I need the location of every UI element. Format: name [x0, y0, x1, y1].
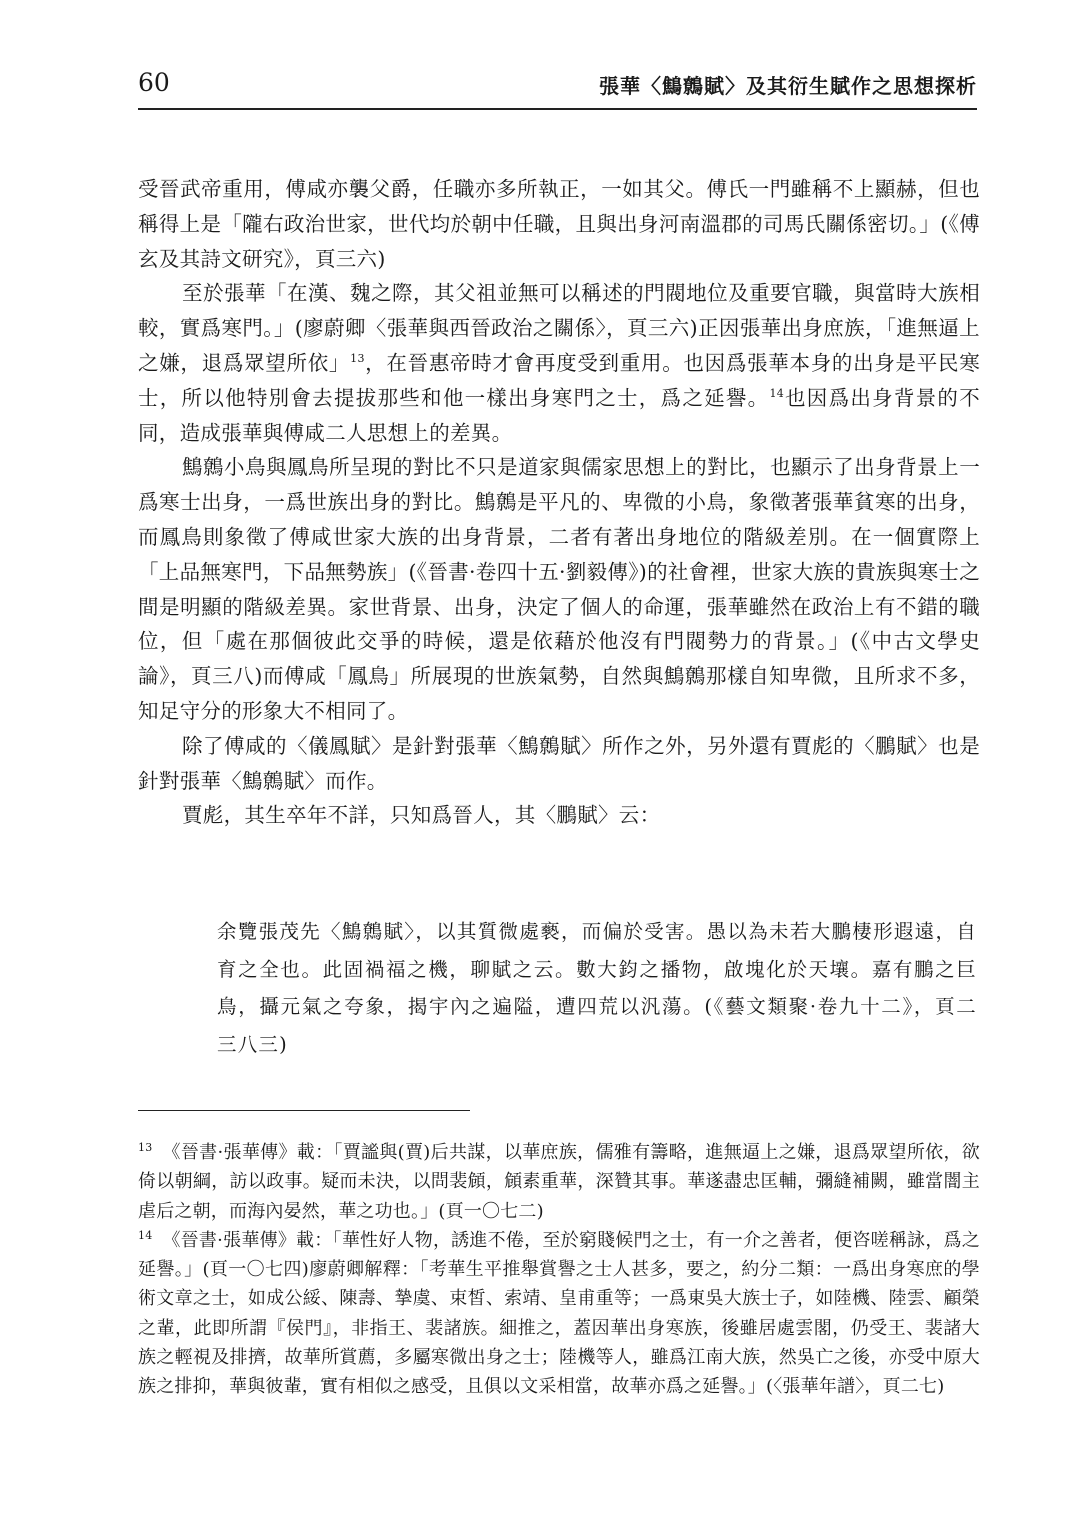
- footnote-ref-14[interactable]: 14: [769, 386, 785, 400]
- page-header: [138, 62, 977, 106]
- footnote-rule: [138, 1110, 470, 1111]
- paragraph-1: 受晉武帝重用，傅咸亦襲父爵，任職亦多所執正，一如其父。傅氏一門雖稱不上顯赫，但也稱得上是「隴右政治世家，世代均於朝中任職，且與出身河南溫郡的司馬氏關係密切。」(《傅玄及其詩文研究》，頁三六): [138, 177, 980, 271]
- paragraph-2: 至於張華「在漢、魏之際，其父祖並無可以稱述的門閥地位及重要官職，與當時大族相較，實爲寒門。」(廖蔚卿〈張華與西晉政治之關係〉，頁三六)正因張華出身庶族，「進無逼上之嫌，退爲眾望所依」$^{13}$，在晉惠帝時才會再度受到重用。也因爲張華本身的出身是平民寒士，所以他特別會去提拔那些和他一樣出身寒門之士，爲之延譽。$^{14}$也因爲出身背景的不同，造成張華與傅咸二人思想上的差異。: [138, 281, 981, 445]
- page-number: 60: [138, 68, 170, 97]
- footnote-number: 13: [138, 1141, 153, 1154]
- running-title: 張華〈鷦鷯賦〉及其衍生賦作之思想探析: [599, 74, 977, 98]
- block-quote: 余覽張茂先〈鷦鷯賦〉，以其質微處褻，而偏於受害。愚以為未若大鵬棲形遐遠，自育之全也。此固禍福之機，聊賦之云。數大鈞之播物，啟塊化於天壤。嘉有鵬之巨鳥，攝元氣之夸象，揭宇內之遍隘，遭四荒以汎蕩。(《藝文類聚·卷九十二》，頁二三八三): [217, 920, 977, 1056]
- footnote-13: $^{13}$ 《晉書·張華傳》載：「賈謐與(賈)后共謀，以華庶族，儒雅有籌略，進無逼上之嫌，退爲眾望所依，欲倚以朝綱，訪以政事。疑而未決，以問裴頠，頠素重華，深贊其事。華遂盡忠匡輔，彌縫補闕，雖當闇主虐后之朝，而海內晏然，華之功也。」(頁一〇七二): [138, 1141, 980, 1222]
- paragraph-4: 除了傅咸的〈儀鳳賦〉是針對張華〈鷦鷯賦〉所作之外，另外還有賈彪的〈鵬賦〉也是針對張華〈鷦鷯賦〉而作。: [138, 733, 980, 793]
- footnotes: [138, 1138, 980, 1402]
- header-rule: [138, 108, 977, 110]
- footnote-number: 14: [138, 1228, 153, 1242]
- body-text: [138, 172, 980, 833]
- paragraph-3: 鷦鷯小鳥與鳳鳥所呈現的對比不只是道家與儒家思想上的對比，也顯示了出身背景上一爲寒士出身，一爲世族出身的對比。鷦鷯是平凡的、卑微的小鳥，象徵著張華貧寒的出身，而鳳鳥則象徵了傅咸世家大族的出身背景，二者有著出身地位的階級差別。在一個實際上「上品無寒門，下品無勢族」(《晉書·卷四十五·劉毅傳》)的社會裡，世家大族的貴族與寒士之間是明顯的階級差異。家世背景、出身，決定了個人的命運，張華雖然在政治上有不錯的職位，但「處在那個彼此交爭的時候，還是依藉於他沒有門閥勢力的背景。」(《中古文學史論》，頁三八)而傅咸「鳳鳥」所展現的世族氣勢，自然與鷦鷯那樣自知卑微，且所求不多，知足守分的形象大不相同了。: [138, 455, 980, 723]
- paragraph-5: 賈彪，其生卒年不詳，只知爲晉人，其〈鵬賦〉云：: [182, 803, 661, 828]
- footnote-14: $^{14}$ 《晉書·張華傳》載：「華性好人物，誘進不倦，至於窮賤候門之士，有一介之善者，便咨嗟稱詠，爲之延譽。」(頁一〇七四)廖蔚卿解釋：「考華生平推舉賞譽之士人甚多，要之，約分二類：一爲出身寒庶的學術文章之士，如成公綏、陳壽、摯虞、束皙、索靖、皇甫重等；一爲東吳大族士子，如陸機、陸雲、顧榮之輩，此即所謂『侯門』，非指王、裴諸族。細推之，蓋因華出身寒族，後雖居處雲閣，仍受王、裴諸大族之輕視及排擠，故華所賞薦，多屬寒微出身之士；陸機等人，雖爲江南大族，然吳亡之後，亦受中原大族之排抑，華與彼輩，實有相似之感受，且俱以文采相當，故華亦爲之延譽。」(〈張華年譜〉，頁二七): [138, 1228, 980, 1398]
- footnote-ref-13[interactable]: 13: [350, 352, 365, 366]
